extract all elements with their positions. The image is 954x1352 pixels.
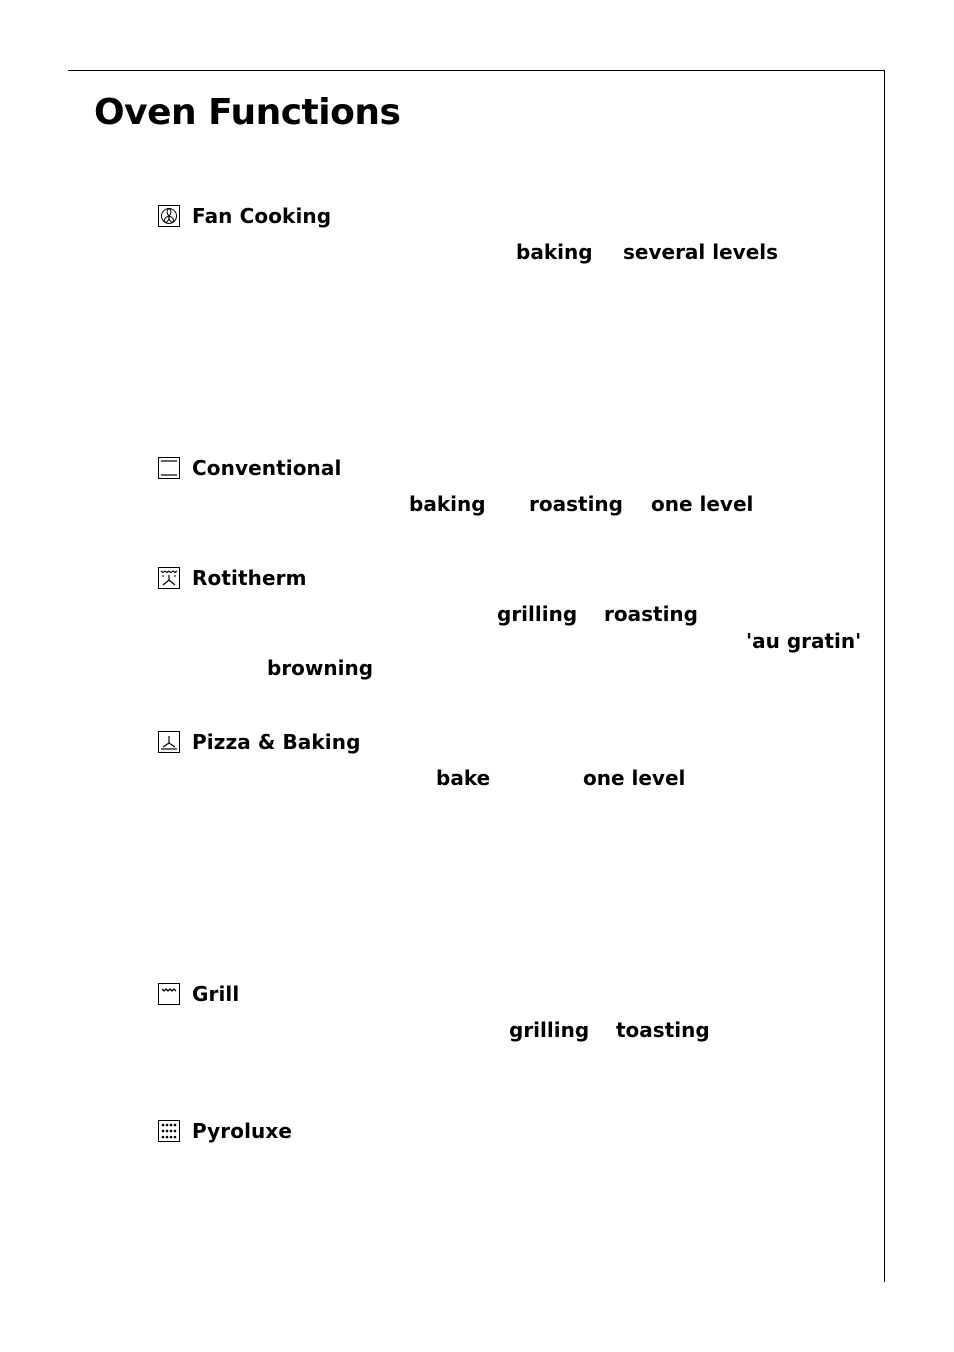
pizza-icon xyxy=(158,731,180,753)
section-heading-pizza-baking xyxy=(158,729,361,755)
keyword-one-level: one level xyxy=(583,766,686,790)
keyword-bake: bake xyxy=(436,766,491,790)
section-heading-grill xyxy=(158,981,239,1007)
keyword-grilling: grilling xyxy=(497,602,578,626)
function-name: Pizza & Baking xyxy=(192,730,361,754)
keyword-grilling: grilling xyxy=(509,1018,590,1042)
pyroluxe-icon xyxy=(158,1120,180,1142)
keyword-roasting: roasting xyxy=(529,492,623,516)
section-heading-conventional xyxy=(158,455,341,481)
section-heading-rotitherm xyxy=(158,565,307,591)
function-name: Conventional xyxy=(192,456,342,480)
right-margin-rule xyxy=(884,70,885,1282)
function-name: Fan Cooking xyxy=(192,204,332,228)
fan-icon xyxy=(158,205,180,227)
function-name: Grill xyxy=(192,982,240,1006)
section-heading-fan-cooking xyxy=(158,203,331,229)
function-name: Pyroluxe xyxy=(192,1119,293,1143)
page-title: Oven Functions xyxy=(94,92,401,133)
keyword-baking: baking xyxy=(409,492,486,516)
keyword-several-levels: several levels xyxy=(623,240,779,264)
keyword-roasting: roasting xyxy=(604,602,698,626)
grill-icon xyxy=(158,983,180,1005)
keyword-one-level: one level xyxy=(651,492,754,516)
rotitherm-icon xyxy=(158,567,180,589)
section-heading-pyroluxe xyxy=(158,1118,292,1144)
top-rule xyxy=(68,70,885,71)
top-bottom-heat-icon xyxy=(158,457,180,479)
function-name: Rotitherm xyxy=(192,566,307,590)
keyword-au-gratin: 'au gratin' xyxy=(746,629,862,653)
keyword-toasting: toasting xyxy=(616,1018,710,1042)
keyword-browning: browning xyxy=(267,656,374,680)
keyword-baking: baking xyxy=(516,240,593,264)
